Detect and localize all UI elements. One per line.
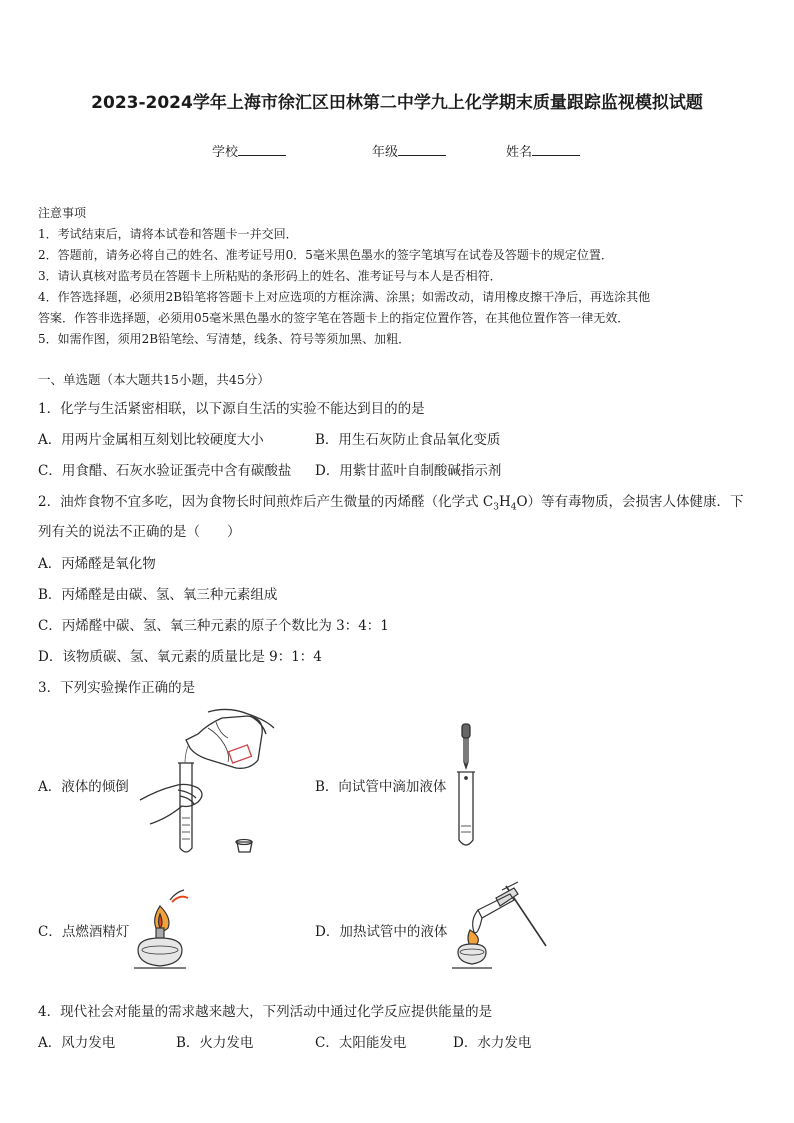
question-2-stem-cont: 列有关的说法不正确的是（ ） [38, 524, 241, 540]
question-1-option-b[interactable]: B．用生石灰防止食品氧化变质 [315, 432, 501, 448]
note-item: 1．考试结束后，请将本试卷和答题卡一并交回． [38, 227, 298, 241]
exam-title: 2023-2024学年上海市徐汇区田林第二中学九上化学期末质量跟踪监视模拟试题 [91, 93, 703, 113]
note-item: 5．如需作图，须用2B铅笔绘、写清楚，线条、符号等须加黑、加粗． [38, 332, 411, 346]
note-item: 3．请认真核对监考员在答题卡上所粘贴的条形码上的姓名、准考证号与本人是否相符． [38, 269, 502, 283]
grade-label: 年级 [372, 145, 399, 160]
name-field[interactable] [506, 141, 580, 160]
grade-blank[interactable] [398, 143, 446, 156]
question-2-option-c[interactable]: C．丙烯醛中碳、氢、氧三种元素的原子个数比为 3：4：1 [38, 618, 389, 634]
name-label: 姓名 [506, 145, 533, 160]
section-heading: 一、单选题（本大题共15小题，共45分） [38, 372, 270, 387]
school-field[interactable] [212, 141, 286, 160]
question-3-option-b[interactable]: B．向试管中滴加液体 [315, 779, 447, 795]
question-2-stem: 2．油炸食物不宜多吃，因为食物长时间煎炸后产生微量的丙烯醛（化学式 $C_3H_4O$）等有毒物质，会损害人体健康．下 [38, 494, 744, 513]
question-1-option-c[interactable]: C．用食醋、石灰水验证蛋壳中含有碳酸盐 [38, 463, 292, 479]
dropper-figure [448, 722, 484, 850]
question-3-stem: 3．下列实验操作正确的是 [38, 680, 196, 696]
question-2-option-d[interactable]: D．该物质碳、氢、氧元素的质量比是 9：1：4 [38, 649, 322, 665]
alcohol-lamp-lighting-figure [130, 888, 194, 974]
question-1-option-d[interactable]: D．用紫甘蓝叶自制酸碱指示剂 [315, 463, 502, 479]
question-4-option-c[interactable]: C．太阳能发电 [315, 1035, 407, 1051]
question-2-option-b[interactable]: B．丙烯醛是由碳、氢、氧三种元素组成 [38, 587, 278, 603]
note-item: 2．答题前，请务必将自己的姓名、准考证号用0．5毫米黑色墨水的签字笔填写在试卷及答题卡的规定位置． [38, 248, 613, 262]
heating-test-tube-figure [448, 880, 552, 980]
note-item: 答案．作答非选择题，必须用05毫米黑色墨水的签字笔在答题卡上的指定位置作答，在其他位置作答一律无效． [38, 311, 630, 325]
question-3-option-a[interactable]: A．液体的倾倒 [38, 779, 129, 795]
question-4-option-b[interactable]: B．火力发电 [176, 1035, 254, 1051]
note-item: 4．作答选择题，必须用2B铅笔将答题卡上对应选项的方框涂满、涂黑；如需改动，请用橡皮擦干净后，再选涂其他 [38, 290, 651, 304]
question-3-option-c[interactable]: C．点燃酒精灯 [38, 924, 130, 940]
question-1-option-a[interactable]: A．用两片金属相互刻划比较硬度大小 [38, 432, 264, 448]
question-1-stem: 1．化学与生活紧密相联，以下源自生活的实验不能达到目的的是 [38, 401, 425, 417]
grade-field[interactable] [372, 141, 446, 160]
question-4-stem: 4．现代社会对能量的需求越来越大，下列活动中通过化学反应提供能量的是 [38, 1004, 493, 1020]
question-2-option-a[interactable]: A．丙烯醛是氧化物 [38, 556, 156, 572]
name-blank[interactable] [532, 143, 580, 156]
question-4-option-d[interactable]: D．水力发电 [453, 1035, 532, 1051]
school-blank[interactable] [238, 143, 286, 156]
school-label: 学校 [212, 145, 239, 160]
pouring-liquid-figure [138, 708, 278, 858]
question-4-option-a[interactable]: A．风力发电 [38, 1035, 116, 1051]
notes-heading: 注意事项 [38, 206, 87, 220]
question-3-option-d[interactable]: D．加热试管中的液体 [315, 924, 448, 940]
